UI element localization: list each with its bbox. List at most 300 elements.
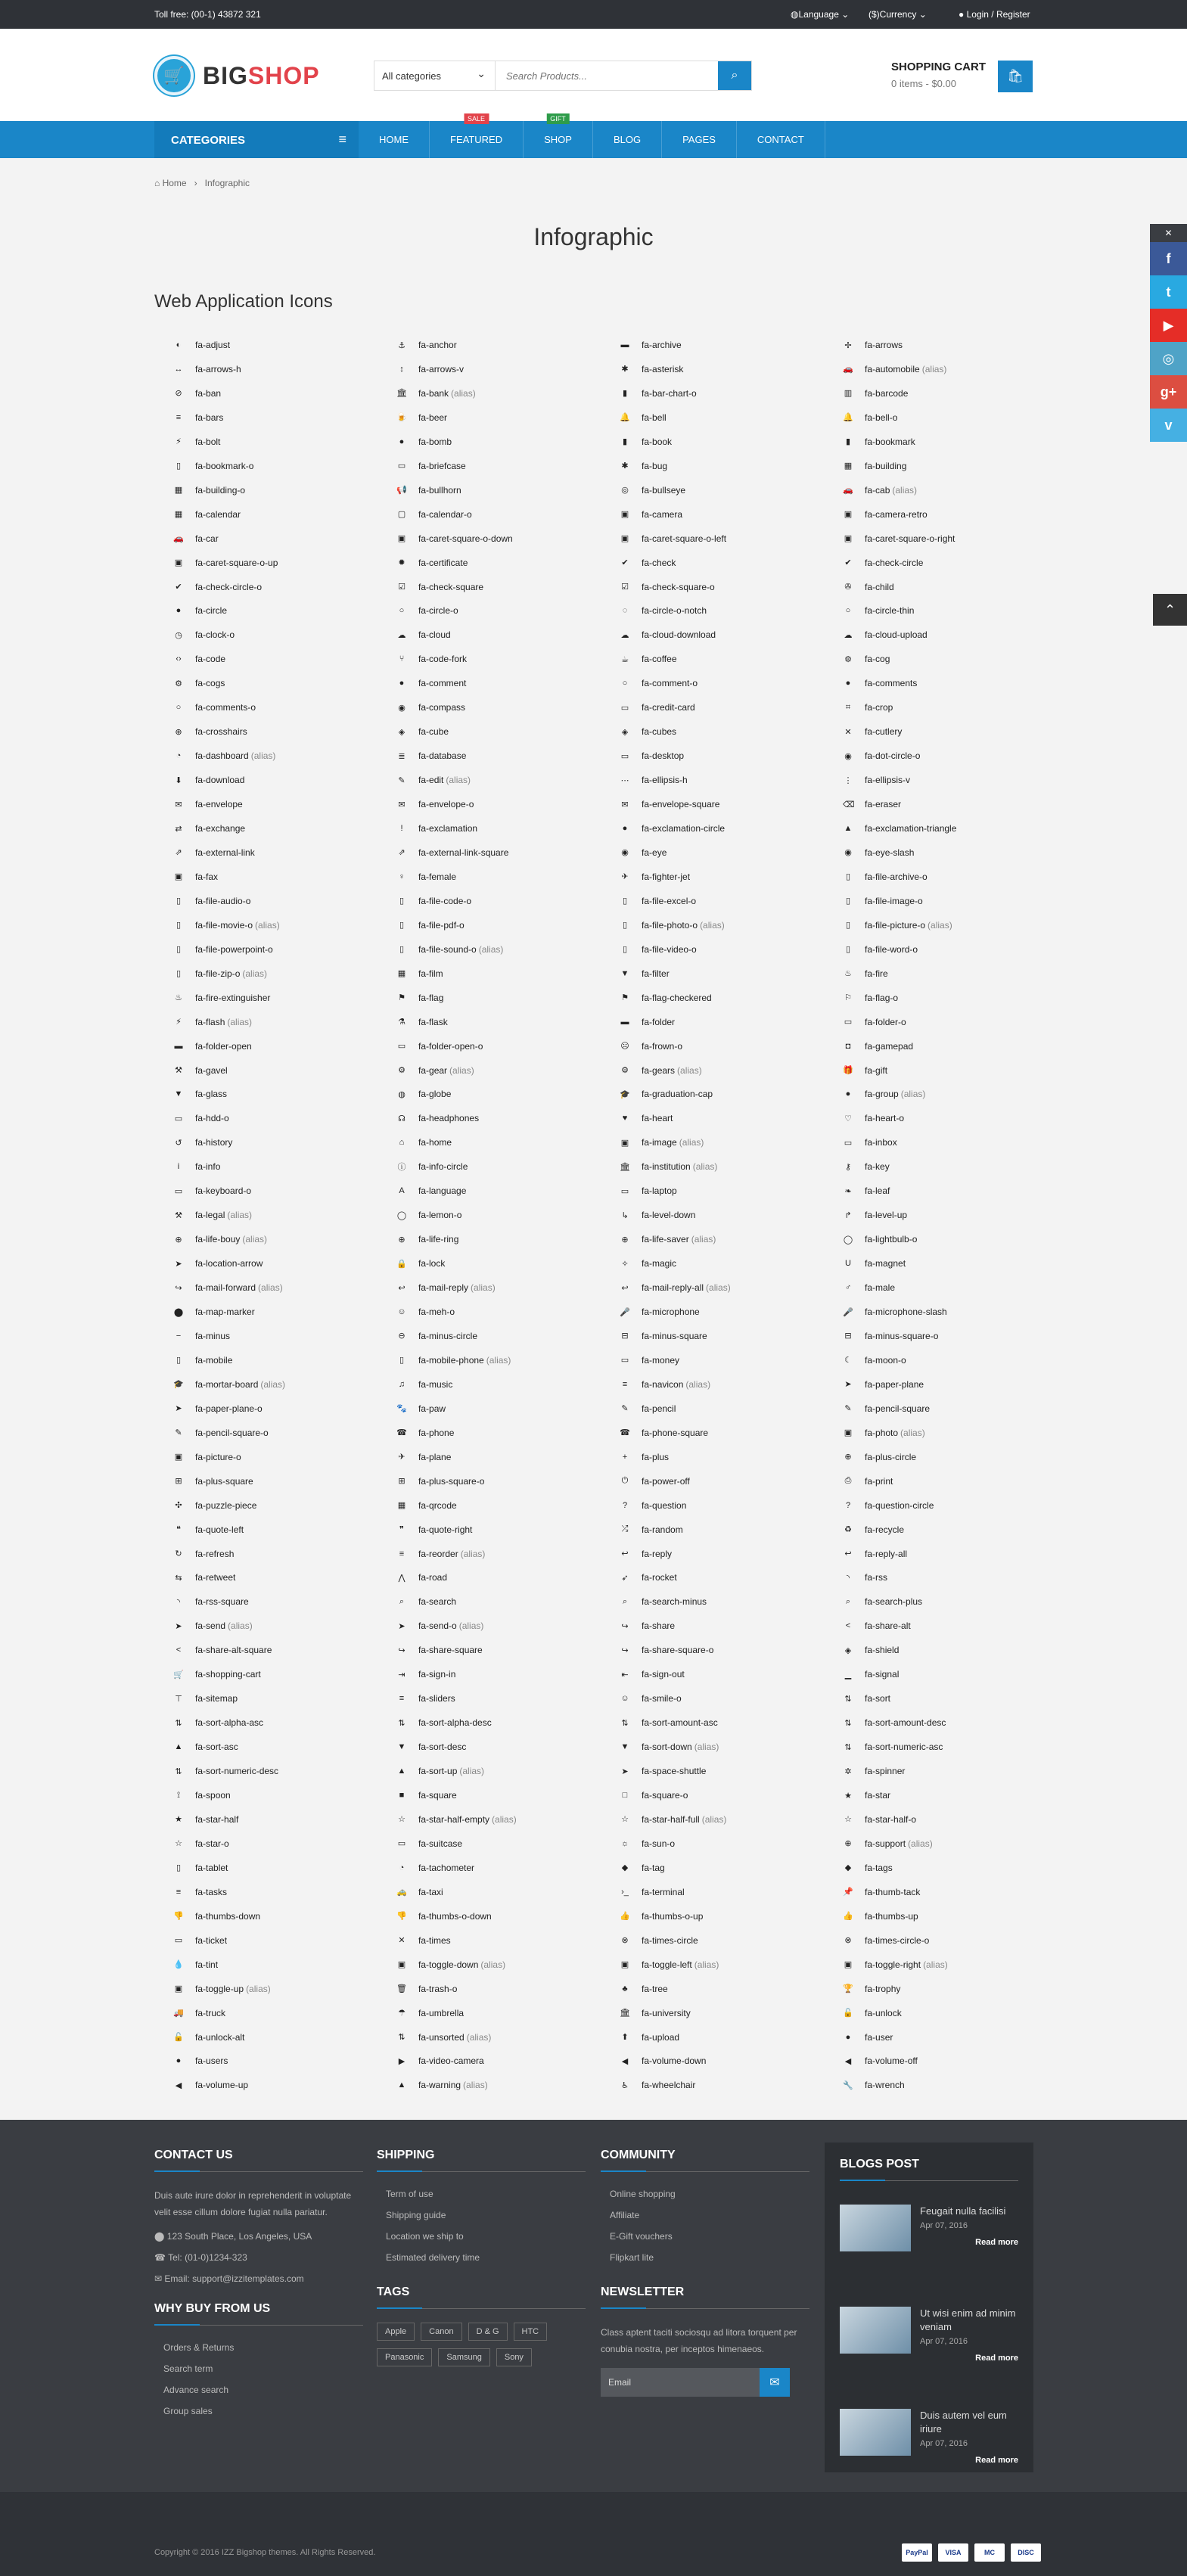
icon-item-question (620, 1498, 686, 1513)
icon-item-crop (843, 700, 893, 715)
blog-title[interactable]: Ut wisi enim ad minim veniam (920, 2307, 1016, 2332)
toggle-right-icon: ▣ (844, 1960, 853, 1970)
icon-item-magic (620, 1256, 676, 1271)
social-sidebar (1150, 224, 1187, 442)
calendar-o-icon: ▢ (397, 510, 406, 520)
icon-name: rocket (652, 1572, 677, 1583)
icon-item-star-half (173, 1812, 238, 1827)
circle-icon: ● (176, 606, 182, 616)
circle-o-icon: ○ (399, 606, 405, 616)
icon-prefix: fa- (642, 799, 653, 810)
close-icon[interactable]: ✕ (1150, 224, 1187, 242)
arrows-h-icon: ↔ (174, 364, 183, 374)
section-title: Web Application Icons (154, 291, 333, 312)
community-link[interactable]: Flipkart lite (610, 2252, 654, 2263)
times-circle-icon: ⊗ (621, 1936, 629, 1946)
breadcrumb (154, 178, 250, 188)
why-buy-link[interactable]: Search term (163, 2363, 213, 2374)
pencil-square-o-icon: ✎ (175, 1428, 182, 1438)
icon-prefix: fa- (418, 1475, 430, 1487)
icon-name: language (429, 1185, 467, 1197)
icon-prefix: fa- (195, 1113, 207, 1124)
puzzle-piece-icon: ✣ (175, 1501, 182, 1511)
shipping-link[interactable]: Estimated delivery time (386, 2252, 480, 2263)
icon-prefix: fa- (865, 1813, 876, 1825)
icon-prefix: fa- (418, 629, 430, 641)
icon-prefix: fa- (195, 1596, 207, 1608)
icon-name: sort-amount-desc (875, 1717, 946, 1729)
alias-label: (alias) (446, 775, 471, 786)
alias-label: (alias) (700, 919, 725, 931)
login-register-link[interactable]: ● Login / Register (959, 9, 1030, 20)
leaf-icon: ❧ (844, 1186, 852, 1196)
nav-item-blog[interactable] (593, 121, 662, 158)
icon-item-lightbulb-o (843, 1232, 917, 1247)
icon-prefix: fa- (865, 968, 876, 979)
why-buy-link[interactable]: Group sales (163, 2406, 213, 2416)
icon-name: folder-open (206, 1040, 252, 1052)
icon-item-cubes (620, 724, 676, 739)
cart-title: SHOPPING CART (891, 61, 987, 73)
icon-item-child (843, 580, 894, 595)
shopping-cart[interactable] (891, 61, 1024, 89)
upload-icon: ⬆ (621, 2033, 629, 2042)
icon-prefix: fa- (642, 1934, 653, 1946)
contact-text: Duis aute irure dolor in reprehenderit in voluptate velit esse cillum dolore fugiat nulla pariatur. (154, 2190, 352, 2217)
icon-prefix: fa- (418, 2007, 430, 2018)
icon-item-bullhorn (396, 483, 461, 498)
icon-item-question-circle (843, 1498, 934, 1513)
icon-prefix: fa- (865, 1524, 876, 1535)
icon-prefix: fa- (865, 654, 876, 665)
icon-item-file-excel-o (620, 893, 696, 909)
arrows-icon: ✢ (844, 340, 852, 350)
icon-prefix: fa- (642, 871, 653, 882)
icon-name: arrows-h (206, 363, 241, 374)
tag[interactable]: Apple (377, 2323, 415, 2341)
icon-name: mail-reply (429, 1282, 469, 1294)
icon-prefix: fa- (642, 1354, 653, 1366)
clock-o-icon: ◷ (175, 630, 182, 640)
blog-thumbnail[interactable] (840, 2307, 911, 2354)
alias-label: (alias) (892, 484, 918, 496)
plus-square-o-icon: ⊞ (398, 1477, 406, 1487)
google-plus-icon[interactable]: g+ (1150, 375, 1187, 409)
icon-name: bomb (429, 436, 452, 447)
community-link[interactable]: Affiliate (610, 2210, 640, 2220)
icon-prefix: fa- (642, 1234, 653, 1245)
icon-prefix: fa- (642, 1910, 653, 1922)
icon-name: toggle-up (206, 1983, 244, 1994)
blog-thumbnail[interactable] (840, 2205, 911, 2251)
icon-item-sort-amount-desc (843, 1715, 946, 1730)
shipping-link[interactable]: Shipping guide (386, 2210, 446, 2220)
language-dropdown[interactable]: ◍Language ⌄ (791, 9, 850, 20)
blog-post[interactable] (840, 2409, 1018, 2477)
category-select[interactable]: All categories ⌄ (374, 61, 496, 90)
icon-name: location-arrow (206, 1258, 263, 1269)
icon-name: database (429, 750, 467, 762)
shipping-link[interactable]: Location we ship to (386, 2231, 464, 2242)
comments-o-icon: ○ (176, 703, 182, 713)
filter-icon: ▼ (620, 968, 629, 978)
icon-item-bank (396, 386, 476, 401)
alias-label: (alias) (459, 1766, 485, 1777)
categories-menu[interactable]: CATEGORIES ≡ (154, 121, 359, 158)
icon-prefix: fa- (865, 1790, 876, 1801)
icon-item-toggle-down (396, 1957, 505, 1972)
icon-name: star-half-empty (429, 1813, 490, 1825)
icon-item-check-square (396, 580, 483, 595)
blogs-column (825, 2143, 1033, 2472)
gamepad-icon: ◘ (845, 1041, 851, 1051)
icon-prefix: fa- (865, 847, 876, 858)
back-to-top-button[interactable] (1153, 594, 1187, 626)
nav-badge: SALE (464, 113, 489, 124)
icon-prefix: fa- (418, 702, 430, 713)
icon-name: file-sound-o (429, 943, 477, 955)
blog-post[interactable] (840, 2205, 1018, 2273)
icon-item-music (396, 1377, 452, 1392)
nav-item-shop[interactable] (524, 115, 593, 158)
navicon-icon: ≡ (622, 1379, 628, 1389)
icon-item-caret-square-o-right (843, 531, 955, 546)
icon-name: trophy (875, 1983, 901, 1994)
share-square-icon: ↪ (398, 1645, 406, 1655)
chevron-up-icon: ⌃ (1164, 601, 1176, 617)
icon-prefix: fa- (865, 1862, 876, 1873)
icon-name: life-saver (652, 1234, 689, 1245)
icon-item-file-video-o (620, 942, 697, 957)
reply-icon: ↩ (621, 1549, 629, 1558)
tag-icon: ◆ (621, 1863, 629, 1873)
shield-icon: ◈ (844, 1645, 852, 1655)
square-o-icon: □ (622, 1791, 628, 1800)
icon-item-film (396, 966, 443, 981)
read-more-link[interactable]: Read more (975, 2354, 1018, 2363)
icon-prefix: fa- (195, 1330, 207, 1341)
nav-item-pages[interactable] (662, 121, 737, 158)
icon-name: share-square-o (652, 1645, 714, 1656)
icon-prefix: fa- (865, 1161, 876, 1173)
file-sound-o-icon: ▯ (399, 945, 405, 955)
file-picture-o-icon: ▯ (845, 921, 851, 931)
icon-prefix: fa- (418, 847, 430, 858)
icon-prefix: fa- (195, 1475, 207, 1487)
tag[interactable]: HTC (514, 2323, 548, 2341)
tag[interactable]: Samsung (438, 2348, 489, 2366)
icon-prefix: fa- (418, 992, 430, 1003)
icon-prefix: fa- (418, 2080, 430, 2091)
share-icon: ↪ (621, 1621, 629, 1631)
eye-slash-icon: ◉ (844, 848, 852, 858)
icon-prefix: fa- (865, 1113, 876, 1124)
nav-item-featured[interactable] (430, 115, 524, 158)
alias-label: (alias) (486, 1354, 511, 1366)
quote-left-icon: ❝ (176, 1525, 181, 1535)
icon-name: comment-o (652, 678, 698, 689)
icon-item-ban (173, 386, 221, 401)
icon-item-mortar-board (173, 1377, 285, 1392)
icon-prefix: fa- (418, 1983, 430, 1994)
icon-name: check-circle-o (206, 581, 263, 592)
plus-icon: + (622, 1452, 628, 1462)
icon-prefix: fa- (418, 823, 430, 834)
exchange-icon: ⇄ (175, 824, 182, 834)
frown-o-icon: ☹ (620, 1042, 629, 1052)
search-bar (374, 61, 752, 91)
facebook-icon[interactable]: f (1150, 242, 1187, 275)
sort-amount-desc-icon: ⇅ (844, 1718, 852, 1728)
search-minus-icon: ⌕ (622, 1596, 628, 1606)
icon-item-laptop (620, 1183, 677, 1198)
icon-prefix: fa- (865, 1934, 876, 1946)
icon-prefix: fa- (418, 412, 430, 423)
icon-name: circle-thin (875, 605, 915, 617)
breadcrumb-home[interactable]: Home (162, 178, 187, 188)
wheelchair-icon: ♿ (621, 2080, 629, 2090)
comments-icon: ● (845, 679, 851, 688)
icon-name: flag (429, 992, 444, 1003)
icon-item-sort-numeric-asc (843, 1739, 943, 1754)
newsletter-submit-button[interactable] (760, 2368, 790, 2397)
shipping-link[interactable]: Term of use (386, 2189, 433, 2199)
icon-item-trash-o (396, 1981, 457, 1996)
icon-item-coffee (620, 651, 677, 667)
unlock-alt-icon: 🔓 (173, 2033, 184, 2042)
warning-icon: ▲ (397, 2080, 406, 2090)
icon-item-puzzle-piece (173, 1498, 256, 1513)
twitter-icon[interactable]: t (1150, 275, 1187, 309)
icon-prefix: fa- (865, 2031, 876, 2043)
icon-item-phone-square (620, 1425, 708, 1440)
phone-icon: ☎ (154, 2252, 166, 2263)
icon-name: car (206, 533, 219, 544)
icon-item-pencil-square-o (173, 1425, 269, 1440)
icon-prefix: fa- (865, 1838, 876, 1849)
icon-name: times-circle (652, 1934, 698, 1946)
why-buy-heading: WHY BUY FROM US (154, 2302, 363, 2326)
coffee-icon: ☕ (621, 654, 629, 664)
icon-name: reply (652, 1548, 673, 1559)
code-fork-icon: ⑂ (399, 654, 405, 664)
crop-icon: ⌗ (845, 702, 851, 712)
icon-prefix: fa- (195, 1451, 207, 1462)
cogs-icon: ⚙ (175, 679, 182, 688)
caret-square-o-down-icon: ▣ (397, 534, 406, 544)
icon-prefix: fa- (195, 1766, 207, 1777)
icon-prefix: fa- (865, 533, 876, 544)
mobile-icon: ▯ (176, 1356, 182, 1366)
icon-name: automobile (875, 363, 920, 374)
icon-prefix: fa- (865, 1693, 876, 1704)
currency-dropdown[interactable]: ($)Currency ⌄ (868, 9, 927, 20)
community-link[interactable]: Online shopping (610, 2189, 676, 2199)
icon-item-dot-circle-o (843, 748, 920, 763)
icon-name: reorder (429, 1548, 458, 1559)
icon-item-plus (620, 1450, 669, 1465)
alias-label: (alias) (679, 1137, 704, 1148)
icon-prefix: fa- (642, 895, 653, 906)
terminal-icon: ›_ (621, 1887, 629, 1897)
icon-name: paw (429, 1403, 446, 1414)
icon-prefix: fa- (865, 387, 876, 399)
why-buy-link[interactable]: Advance search (163, 2385, 229, 2395)
lemon-o-icon: ◯ (396, 1210, 407, 1220)
tint-icon: 💧 (173, 1960, 184, 1970)
icon-item-user (843, 2030, 893, 2045)
community-link[interactable]: E-Gift vouchers (610, 2231, 673, 2242)
icon-name: certificate (429, 557, 468, 568)
icon-name: dashboard (206, 750, 249, 762)
icon-prefix: fa- (418, 1258, 430, 1269)
caret-square-o-left-icon: ▣ (620, 534, 629, 544)
icon-name: gears (652, 1064, 676, 1076)
icon-item-credit-card (620, 700, 695, 715)
icon-name: signal (875, 1669, 900, 1680)
read-more-link[interactable]: Read more (975, 2238, 1018, 2247)
newsletter-email-input[interactable]: Email (601, 2368, 760, 2397)
icon-item-volume-off (843, 2053, 918, 2068)
why-buy-link[interactable]: Orders & Returns (163, 2342, 235, 2353)
alias-label: (alias) (691, 1234, 716, 1245)
icon-name: ticket (206, 1934, 228, 1946)
sort-amount-asc-icon: ⇅ (621, 1718, 629, 1728)
icon-prefix: fa- (418, 484, 430, 496)
icon-prefix: fa- (418, 2031, 430, 2043)
icon-name: terminal (652, 1886, 685, 1897)
barcode-icon: ▥ (844, 389, 853, 399)
ban-icon: ⊘ (175, 389, 182, 399)
icon-name: lightbulb-o (875, 1234, 918, 1245)
search-button[interactable] (718, 61, 751, 90)
icon-item-signal (843, 1667, 899, 1682)
vimeo-icon[interactable]: v (1150, 409, 1187, 442)
icon-name: shield (875, 1645, 900, 1656)
icon-prefix: fa- (418, 1354, 430, 1366)
icon-prefix: fa- (195, 1693, 207, 1704)
icon-item-image (620, 1135, 704, 1150)
icon-name: paper-plane (875, 1378, 924, 1390)
icon-prefix: fa- (642, 1210, 653, 1221)
alias-label: (alias) (923, 1959, 948, 1970)
icon-item-comment-o (620, 676, 698, 691)
car-icon: 🚗 (173, 534, 184, 544)
icon-item-sitemap (173, 1691, 238, 1706)
icon-name: flag-o (875, 992, 899, 1003)
chevron-down-icon: ⌄ (841, 9, 850, 20)
icon-name: thumbs-o-up (652, 1910, 704, 1922)
icon-prefix: fa- (195, 1064, 207, 1076)
tag[interactable]: D & G (468, 2323, 508, 2341)
icon-prefix: fa- (195, 943, 207, 955)
icon-prefix: fa- (642, 1137, 653, 1148)
payment-disc-icon: DISC (1011, 2543, 1041, 2562)
icon-prefix: fa- (418, 1282, 430, 1294)
star-half-empty-icon: ☆ (398, 1815, 406, 1825)
icon-name: keyboard-o (206, 1185, 252, 1197)
read-more-link[interactable]: Read more (975, 2456, 1018, 2465)
tag[interactable]: Sony (496, 2348, 532, 2366)
icon-prefix: fa- (865, 581, 876, 592)
bookmark-o-icon: ▯ (176, 461, 182, 471)
toggle-left-icon: ▣ (620, 1960, 629, 1970)
share-alt-square-icon: < (176, 1645, 182, 1655)
icon-prefix: fa- (865, 871, 876, 882)
blog-title[interactable]: Duis autem vel eum iriure (920, 2410, 1007, 2435)
tag[interactable]: Canon (421, 2323, 461, 2341)
instagram-icon[interactable]: ◎ (1150, 342, 1187, 375)
icon-name: pencil-square-o (206, 1427, 269, 1438)
fax-icon: ▣ (174, 872, 183, 882)
nav-item-contact[interactable] (737, 121, 825, 158)
icon-item-file-photo-o (620, 918, 725, 933)
nav-item-home[interactable] (359, 121, 430, 158)
star-half-o-icon: ☆ (844, 1815, 852, 1825)
icon-item-sort-numeric-desc (173, 1763, 278, 1779)
bottom-bar (0, 2492, 1187, 2576)
icon-item-sort-asc (173, 1739, 238, 1754)
icon-name: tasks (206, 1886, 228, 1897)
blog-title[interactable]: Feugait nulla facilisi (920, 2205, 1006, 2217)
icon-name: send-o (429, 1620, 457, 1632)
icon-name: quote-left (206, 1524, 244, 1535)
icon-item-times-circle-o (843, 1933, 929, 1948)
icon-name: eye-slash (875, 847, 915, 858)
icon-item-exclamation-triangle (843, 821, 956, 836)
plane-icon: ✈ (398, 1453, 406, 1462)
icon-prefix: fa- (865, 1282, 876, 1294)
icon-item-file-sound-o (396, 942, 503, 957)
icon-name: flag-checkered (652, 992, 712, 1003)
times-icon: ✕ (398, 1936, 406, 1946)
youtube-icon[interactable]: ▶ (1150, 309, 1187, 342)
icon-prefix: fa- (418, 968, 430, 979)
icon-prefix: fa- (865, 1959, 876, 1970)
icon-name: code (206, 654, 226, 665)
bomb-icon: ● (399, 437, 405, 446)
bar-chart-o-icon: ▮ (622, 389, 628, 399)
icon-name: file-movie-o (206, 919, 253, 931)
icon-prefix: fa- (418, 1693, 430, 1704)
icon-prefix: fa- (642, 1307, 653, 1317)
tag[interactable]: Panasonic (377, 2348, 432, 2366)
icon-name: life-bouy (206, 1234, 241, 1245)
icon-name: file-archive-o (875, 871, 928, 882)
cart-button[interactable] (998, 61, 1033, 92)
search-icon: ⌕ (399, 1596, 405, 1606)
icon-name: upload (652, 2031, 680, 2043)
icon-item-sort (843, 1691, 890, 1706)
icon-item-level-up (843, 1207, 907, 1223)
share-square-o-icon: ↪ (621, 1645, 629, 1655)
icon-name: pencil-square (875, 1403, 931, 1414)
info-icon: i (177, 1162, 180, 1172)
blog-thumbnail[interactable] (840, 2409, 911, 2456)
blog-post[interactable] (840, 2307, 1018, 2375)
icon-prefix: fa- (865, 678, 876, 689)
site-logo[interactable]: 🛒 BIGSHOP (154, 54, 320, 97)
bug-icon: ✱ (621, 461, 629, 471)
search-input[interactable] (496, 61, 718, 90)
smile-o-icon: ☺ (620, 1694, 629, 1704)
image-icon: ▣ (620, 1138, 629, 1148)
icon-name: share-alt (875, 1620, 911, 1632)
icon-item-umbrella (396, 2006, 464, 2021)
icon-name: bar-chart-o (652, 387, 697, 399)
icon-prefix: fa- (642, 1548, 653, 1559)
icon-item-spinner (843, 1763, 905, 1779)
